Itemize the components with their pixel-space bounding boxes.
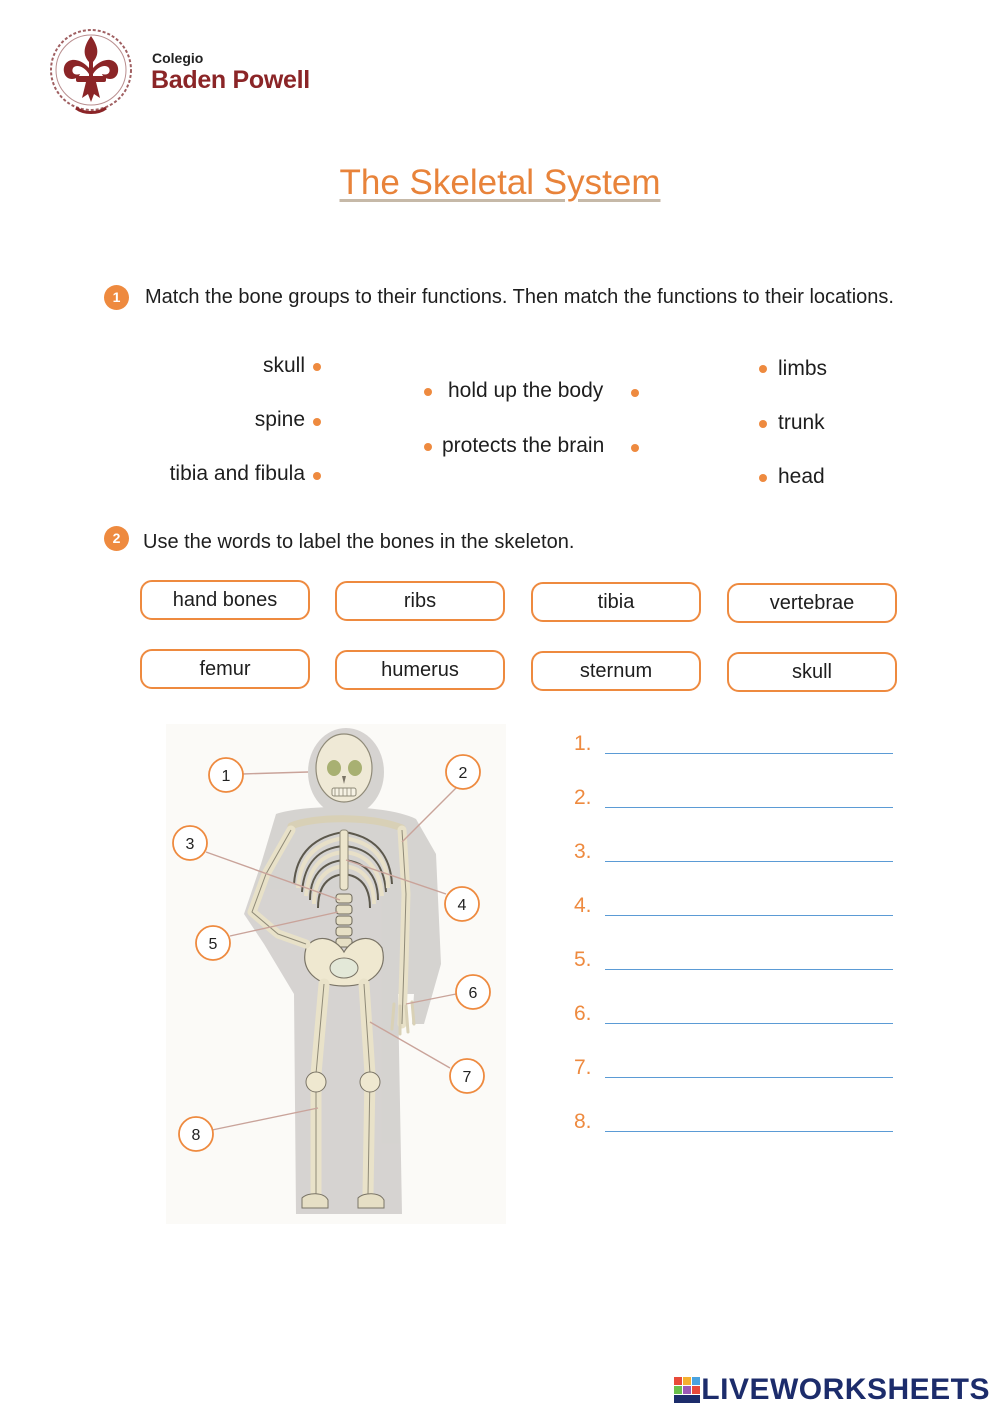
match-dot-limbs[interactable] — [759, 365, 767, 373]
skeleton-illustration — [166, 724, 506, 1224]
match-dot-protects-left[interactable] — [424, 443, 432, 451]
answer-input-4[interactable] — [605, 915, 893, 916]
answer-number-4: 4. — [574, 894, 592, 917]
callout-label-2: 2 — [458, 765, 468, 782]
word-chip-sternum[interactable]: sternum — [531, 651, 701, 691]
match-dot-hold-up-left[interactable] — [424, 388, 432, 396]
answer-number-3: 3. — [574, 840, 592, 863]
match-item-limbs: limbs — [778, 357, 828, 380]
match-dot-hold-up-right[interactable] — [631, 389, 639, 397]
answer-number-8: 8. — [574, 1110, 592, 1133]
answer-number-2: 2. — [574, 786, 592, 809]
answer-number-7: 7. — [574, 1056, 592, 1079]
answer-input-2[interactable] — [605, 807, 893, 808]
answer-input-7[interactable] — [605, 1077, 893, 1078]
match-dot-tibia-fibula[interactable] — [313, 472, 321, 480]
callout-label-3: 3 — [185, 836, 195, 853]
match-dot-protects-right[interactable] — [631, 444, 639, 452]
callout-label-6: 6 — [468, 985, 478, 1002]
answer-input-8[interactable] — [605, 1131, 893, 1132]
word-chip-vertebrae[interactable]: vertebrae — [727, 583, 897, 623]
footer-brand — [673, 1373, 990, 1407]
activity-1-instruction: Match the bone groups to their functions. Then match the functions to their locations. — [145, 286, 894, 308]
answer-input-5[interactable] — [605, 969, 893, 970]
word-chip-hand-bones[interactable]: hand bones — [140, 580, 310, 620]
footer-brand-text: LIVEWORKSHEETS — [701, 1373, 990, 1406]
match-item-head: head — [778, 465, 825, 488]
match-item-tibia-fibula: tibia and fibula — [169, 462, 305, 485]
answer-input-1[interactable] — [605, 753, 893, 754]
activity-1-number-badge: 1 — [104, 285, 129, 310]
word-chip-femur[interactable]: femur — [140, 649, 310, 689]
match-dot-skull[interactable] — [313, 363, 321, 371]
callout-label-1: 1 — [221, 768, 231, 785]
callout-label-4: 4 — [457, 897, 467, 914]
activity-2-number-badge: 2 — [104, 526, 129, 551]
match-item-hold-up-body: hold up the body — [448, 379, 604, 402]
callout-label-7: 7 — [462, 1069, 472, 1086]
answer-number-6: 6. — [574, 1002, 592, 1025]
answer-number-1: 1. — [574, 732, 592, 755]
callout-label-5: 5 — [208, 936, 218, 953]
answer-input-6[interactable] — [605, 1023, 893, 1024]
page-title: The Skeletal System — [339, 163, 661, 202]
match-dot-spine[interactable] — [313, 418, 321, 426]
school-crest-logo — [46, 24, 136, 120]
word-chip-skull[interactable]: skull — [727, 652, 897, 692]
liveworksheets-logo-icon — [673, 1375, 701, 1405]
school-name-line1: Colegio — [152, 50, 204, 66]
match-dot-trunk[interactable] — [759, 420, 767, 428]
skull-drawing — [316, 734, 372, 802]
match-dot-head[interactable] — [759, 474, 767, 482]
match-item-protects-brain: protects the brain — [442, 434, 605, 457]
callout-label-8: 8 — [191, 1127, 201, 1144]
word-chip-ribs[interactable]: ribs — [335, 581, 505, 621]
answer-number-5: 5. — [574, 948, 592, 971]
word-chip-humerus[interactable]: humerus — [335, 650, 505, 690]
match-item-skull: skull — [262, 354, 305, 377]
match-item-spine: spine — [254, 408, 305, 431]
answer-input-3[interactable] — [605, 861, 893, 862]
school-name-line2: Baden Powell — [151, 66, 310, 94]
activity-2-instruction: Use the words to label the bones in the skeleton. — [143, 531, 575, 553]
word-chip-tibia[interactable]: tibia — [531, 582, 701, 622]
match-item-trunk: trunk — [778, 411, 825, 434]
